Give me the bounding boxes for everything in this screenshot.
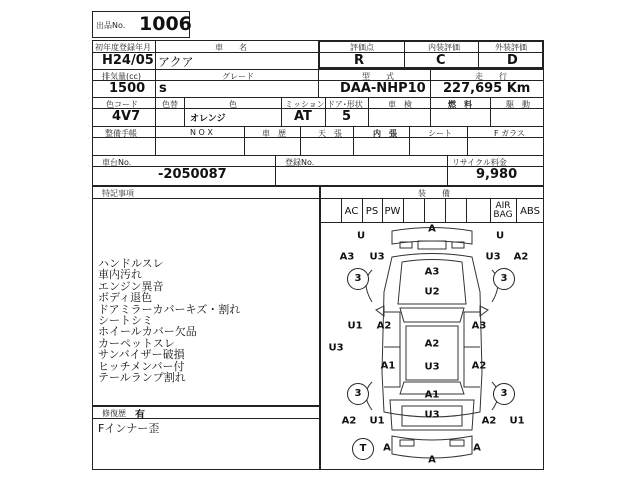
- maint-label: 整備手帳: [105, 129, 137, 138]
- mark-rear-left-corner: A: [383, 442, 391, 454]
- lot-number-box: [92, 11, 190, 38]
- color-code-value: 4V7: [112, 109, 141, 124]
- exterior-value: D: [507, 53, 518, 68]
- remark-item: カーペットスレ: [98, 336, 175, 350]
- chassis-value: -2050087: [158, 167, 227, 182]
- equipment-ps: PS: [365, 206, 379, 217]
- remark-item: ヒッチメンバー付: [98, 359, 185, 373]
- grade-value: s: [159, 81, 167, 96]
- displacement-label: 排気量(cc): [102, 72, 142, 81]
- mileage-label: 走 行: [475, 72, 507, 81]
- transmission-value: AT: [294, 109, 312, 124]
- recycle-value: 9,980: [476, 167, 518, 182]
- mark-rear-left-a2: A2: [341, 415, 357, 427]
- mark-front-left: U: [356, 230, 366, 242]
- remark-item: ボディ退色: [98, 291, 153, 305]
- mark-front-right-fender: A2: [513, 251, 529, 263]
- mark-trunk-a1: A1: [424, 389, 440, 401]
- mark-left-a1: A1: [380, 360, 396, 372]
- mark-left-u3: U3: [328, 342, 344, 354]
- inspection-label: 車 検: [388, 100, 412, 109]
- fglass-label: F ガラス: [494, 129, 525, 138]
- spare-tire: T: [352, 438, 374, 460]
- equipment-ac: AC: [344, 206, 359, 217]
- mark-rear-right-a2: A2: [481, 415, 497, 427]
- model-value: DAA-NHP10: [340, 81, 426, 96]
- mark-roof-u3: U3: [424, 361, 440, 373]
- recycle-label: リサイクル料金: [452, 158, 507, 167]
- mileage-value: 227,695 Km: [443, 81, 531, 96]
- fuel-label: 燃 料: [448, 100, 472, 109]
- wheel-rear-left: 3: [347, 383, 369, 405]
- mark-front-right-door: U3: [485, 251, 501, 263]
- mark-hood-u2: U2: [424, 286, 440, 298]
- equipment-abs: ABS: [520, 206, 540, 217]
- mark-front-bumper: A: [428, 223, 436, 235]
- doors-value: 5: [342, 109, 352, 124]
- mark-left-a2: A2: [376, 320, 392, 332]
- mark-rear-right-u1: U1: [509, 415, 525, 427]
- interior-roof-label: 内 張: [373, 129, 397, 138]
- mark-hood-a3: A3: [424, 266, 440, 278]
- mark-rear-bumper: A: [428, 454, 436, 466]
- mark-trunk-u3: U3: [424, 409, 440, 421]
- seat-label: シート: [428, 129, 452, 138]
- remark-item: テールランプ割れ: [98, 371, 186, 385]
- wheel-rear-right: 3: [493, 383, 515, 405]
- equipment-pw: PW: [384, 206, 401, 217]
- mark-left-u1: U1: [347, 320, 363, 332]
- first-reg-value: H24/05: [102, 53, 154, 68]
- color-change-label: 色替: [162, 100, 178, 109]
- history-label: 車 歴: [262, 129, 286, 138]
- remarks-label: 特記事項: [102, 189, 134, 198]
- lot-number-label: 出品No.: [96, 21, 126, 30]
- score-value: R: [354, 53, 365, 68]
- nox-label: N O X: [190, 128, 213, 137]
- mark-front-right: U: [495, 230, 505, 242]
- repair-label: 修復歴: [102, 409, 126, 418]
- color-code-label: 色コード: [106, 100, 138, 109]
- remark-item: ハンドルスレ: [98, 257, 164, 270]
- equipment-airbag: AIR BAG: [493, 201, 513, 220]
- remark-item: サンバイザー破損: [98, 348, 185, 362]
- remark-item: 車内汚れ: [98, 268, 142, 282]
- interior-label: 内装評価: [428, 43, 460, 52]
- chassis-label: 車台No.: [102, 158, 132, 167]
- wheel-front-right: 3: [493, 268, 515, 290]
- score-label: 評価点: [350, 43, 374, 52]
- mark-rear-right-corner: A: [473, 442, 481, 454]
- repair-panel: [92, 406, 320, 470]
- repair-value: 有: [135, 410, 145, 421]
- remark-item: ホイールカバー欠品: [98, 325, 197, 339]
- mark-rear-left-u1: U1: [369, 415, 385, 427]
- mark-front-left-fender: A3: [339, 251, 355, 263]
- remark-item: ドアミラーカバーキズ・割れ: [98, 302, 241, 316]
- interior-value: C: [436, 53, 446, 68]
- model-label: 型 式: [362, 72, 394, 81]
- color-label: 色: [229, 100, 237, 109]
- displacement-value: 1500: [109, 81, 146, 96]
- drive-label: 駆 動: [506, 100, 530, 109]
- lot-number: 1006: [139, 13, 192, 35]
- car-name-value: アクア: [158, 55, 194, 69]
- mark-roof-a2: A2: [424, 338, 440, 350]
- transmission-label: ミッション: [285, 100, 325, 109]
- sunroof-label: 天 張: [318, 129, 342, 138]
- remark-item: エンジン異音: [98, 279, 164, 293]
- remarks-list: [98, 258, 318, 383]
- doors-label: ドア･形状: [327, 100, 363, 109]
- first-reg-label: 初年度登録年月: [95, 43, 151, 52]
- exterior-label: 外装評価: [495, 43, 527, 52]
- remark-item: シートシミ: [98, 314, 153, 328]
- repair-note: Fインナー歪: [98, 422, 160, 435]
- registration-label: 登録No.: [285, 158, 315, 167]
- mark-right-a2: A2: [471, 360, 487, 372]
- mark-front-left-door: U3: [369, 251, 385, 263]
- mark-right-a3: A3: [471, 320, 487, 332]
- equipment-label: 装 備: [418, 189, 450, 198]
- wheel-front-left: 3: [347, 268, 369, 290]
- grade-label: グレード: [222, 72, 254, 81]
- color-value: オレンジ: [190, 114, 226, 124]
- car-name-label: 車 名: [215, 43, 247, 52]
